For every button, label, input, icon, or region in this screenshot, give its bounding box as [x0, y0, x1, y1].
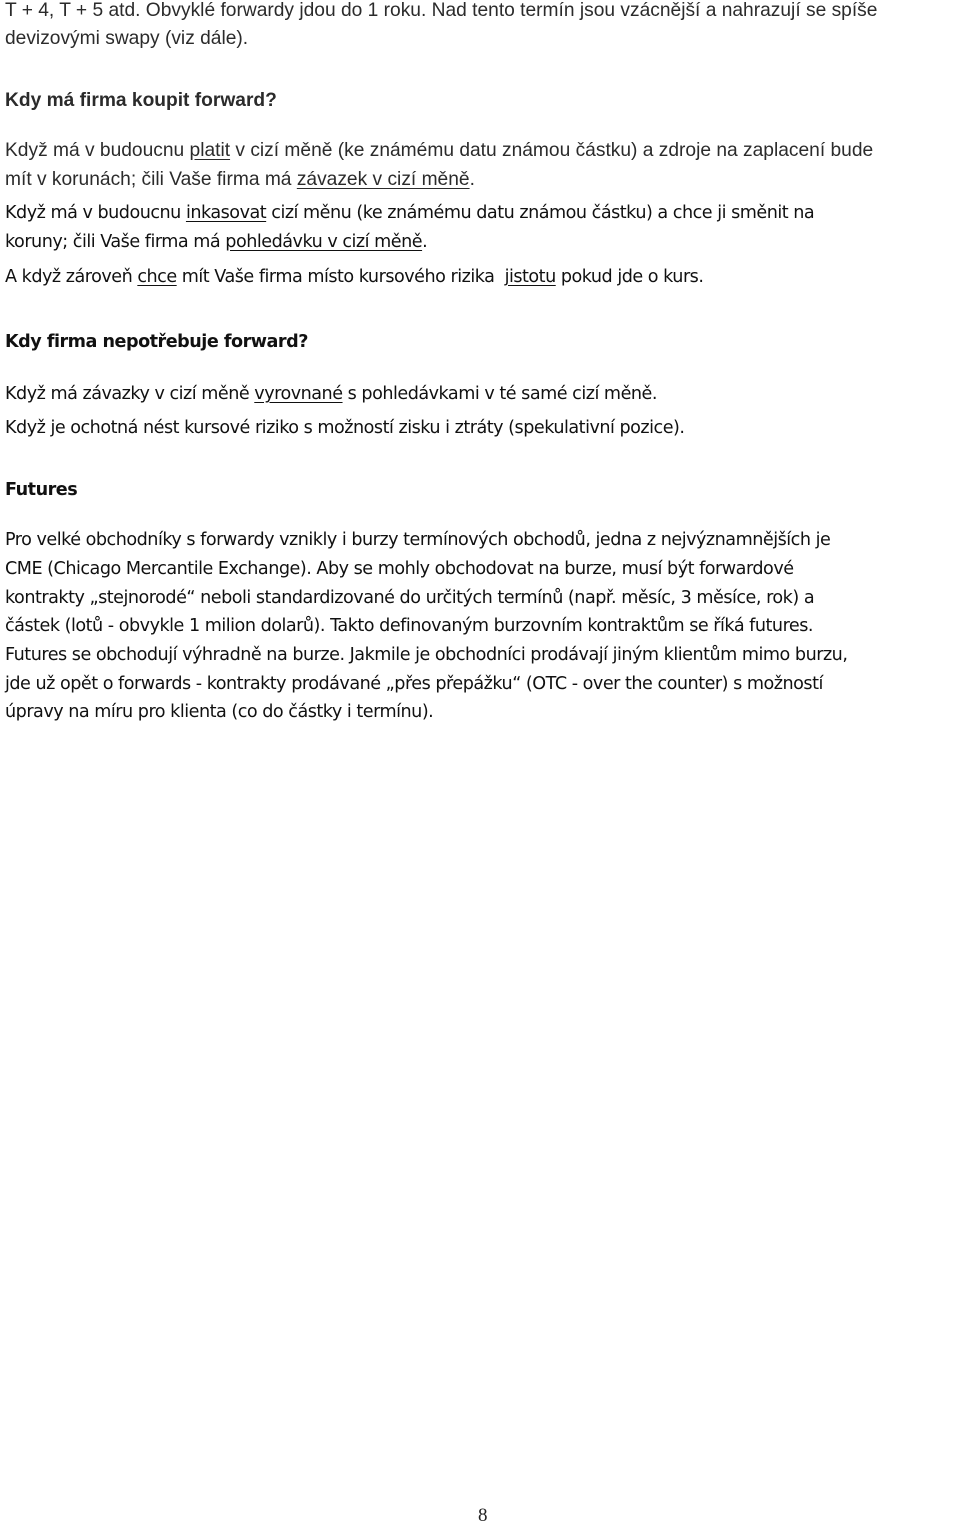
futures-line-6: jde už opět o forwards - kontrakty prodávané „přes přepážku“ (OTC - over the counter) s možností: [5, 674, 823, 694]
futures-line-7: úpravy na míru pro klienta (co do částky i termínu).: [5, 702, 434, 722]
buy-item-1-line-1: Když má v budoucnu platit v cizí měně (ke známému datu známou částku) a zdroje na zaplacení bude: [5, 140, 874, 161]
heading-no-forward: Kdy firma nepotřebuje forward?: [5, 332, 308, 352]
underlined-pohledavku: pohledávku v cizí měně: [225, 232, 423, 252]
underlined-inkasovat: inkasovat: [185, 203, 267, 223]
intro-line-1: T + 4, T + 5 atd. Obvyklé forwardy jdou do 1 roku. Nad tento termín jsou vzácnější a nahrazují se spíše: [5, 0, 878, 21]
underlined-chce: chce: [137, 267, 177, 287]
futures-line-2: CME (Chicago Mercantile Exchange). Aby se mohly obchodovat na burze, musí být forwardové: [5, 559, 794, 579]
buy-item-2-line-2: koruny; čili Vaše firma má pohledávku v cizí měně.: [5, 232, 428, 252]
buy-item-3: A když zároveň chce mít Vaše firma místo kursového rizika jistotu pokud jde o kurs.: [5, 267, 704, 287]
underlined-zavazek: závazek v cizí měně: [296, 169, 470, 190]
no-item-2: Když je ochotná nést kursové riziko s možností zisku i ztráty (spekulativní pozice).: [5, 418, 685, 438]
underlined-jistotu: jistotu: [504, 267, 556, 287]
futures-line-4: částek (lotů - obvykle 1 milion dolarů). Takto definovaným burzovním kontraktům se říká futures.: [5, 616, 814, 636]
intro-line-2: devizovými swapy (viz dále).: [5, 28, 249, 49]
underlined-vyrovnane: vyrovnané: [254, 384, 343, 404]
futures-line-3: kontrakty „stejnorodé“ neboli standardizované do určitých termínů (např. měsíc, 3 měsíce, rok) a: [5, 588, 815, 608]
buy-item-2-line-1: Když má v budoucnu inkasovat cizí měnu (ke známému datu známou částku) a chce ji směnit na: [5, 203, 815, 223]
heading-futures: Futures: [5, 480, 78, 500]
no-item-1: Když má závazky v cizí měně vyrovnané s pohledávkami v té samé cizí měně.: [5, 384, 657, 404]
heading-buy-forward: Kdy má firma koupit forward?: [5, 90, 277, 111]
page-number: 8: [478, 1505, 488, 1526]
futures-line-1: Pro velké obchodníky s forwardy vznikly i burzy termínových obchodů, jedna z nejvýznamnějších je: [5, 530, 831, 550]
futures-line-5: Futures se obchodují výhradně na burze. Jakmile je obchodníci prodávají jiným klientům mimo burzu,: [5, 645, 848, 665]
underlined-platit: platit: [189, 140, 231, 161]
buy-item-1-line-2: mít v korunách; čili Vaše firma má závazek v cizí měně.: [5, 169, 475, 190]
